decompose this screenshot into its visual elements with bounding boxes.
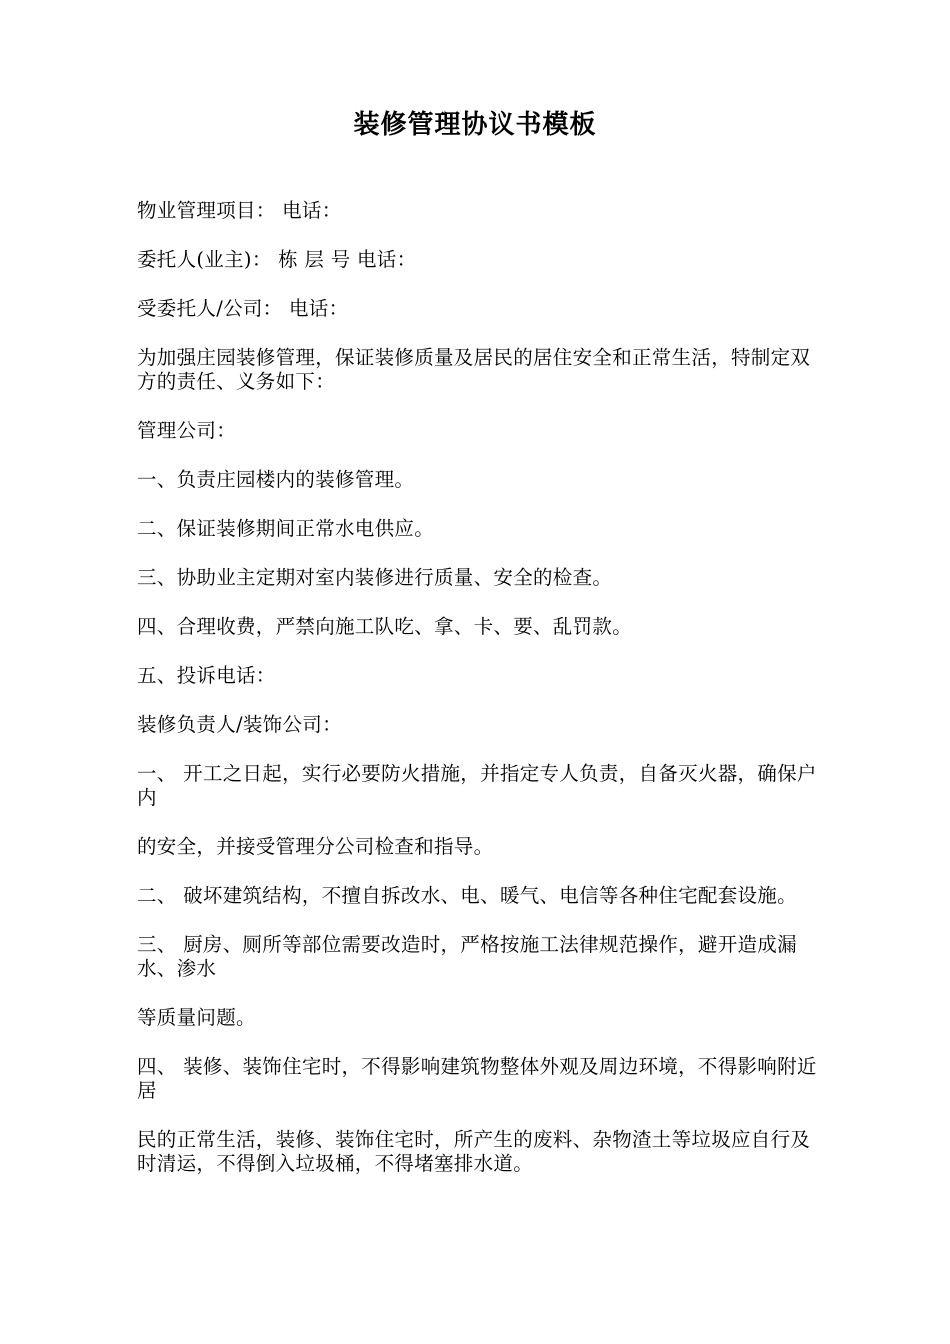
decorator-item-4-cont: 民的正常生活，装修、装饰住宅时，所产生的废料、杂物渣土等垃圾应自行及时清运，不得倒入垃圾桶，不得堵塞排水道。 [137,1128,811,1175]
intro-paragraph: 为加强庄园装修管理，保证装修质量及居民的居住安全和正常生活，特制定双方的责任、义务如下： [137,346,811,393]
owner-line: 委托人(业主)： 栋 层 号 电话： [137,248,417,271]
decorator-heading: 装修负责人/装饰公司： [137,713,342,736]
contractor-line: 受委托人/公司： 电话： [137,297,349,320]
management-item-1: 一、负责庄园楼内的装修管理。 [137,468,415,491]
decorator-item-2: 二、 破坏建筑结构，不擅自拆改水、电、暖气、电信等各种住宅配套设施。 [137,884,797,907]
management-heading: 管理公司： [137,419,237,442]
decorator-item-3: 三、 厨房、厕所等部位需要改造时，严格按施工法律规范操作，避开造成漏水、渗水 [137,933,797,980]
decorator-item-1-cont: 的安全，并接受管理分公司检查和指导。 [137,835,494,858]
management-item-3: 三、协助业主定期对室内装修进行质量、安全的检查。 [137,566,613,589]
management-item-2: 二、保证装修期间正常水电供应。 [137,517,435,540]
decorator-item-4: 四、 装修、装饰住宅时，不得影响建筑物整体外观及周边环境，不得影响附近居 [137,1055,817,1102]
management-item-4: 四、合理收费，严禁向施工队吃、拿、卡、要、乱罚款。 [137,615,633,638]
document-title: 装修管理协议书模板 [353,110,597,140]
document-body [137,199,817,1176]
decorator-item-1: 一、 开工之日起，实行必要防火措施，并指定专人负责，自备灭火器，确保户内 [137,762,817,809]
decorator-item-3-cont: 等质量问题。 [137,1006,256,1029]
property-project-line: 物业管理项目： 电话： [137,199,342,222]
management-item-5: 五、投诉电话： [137,664,276,687]
